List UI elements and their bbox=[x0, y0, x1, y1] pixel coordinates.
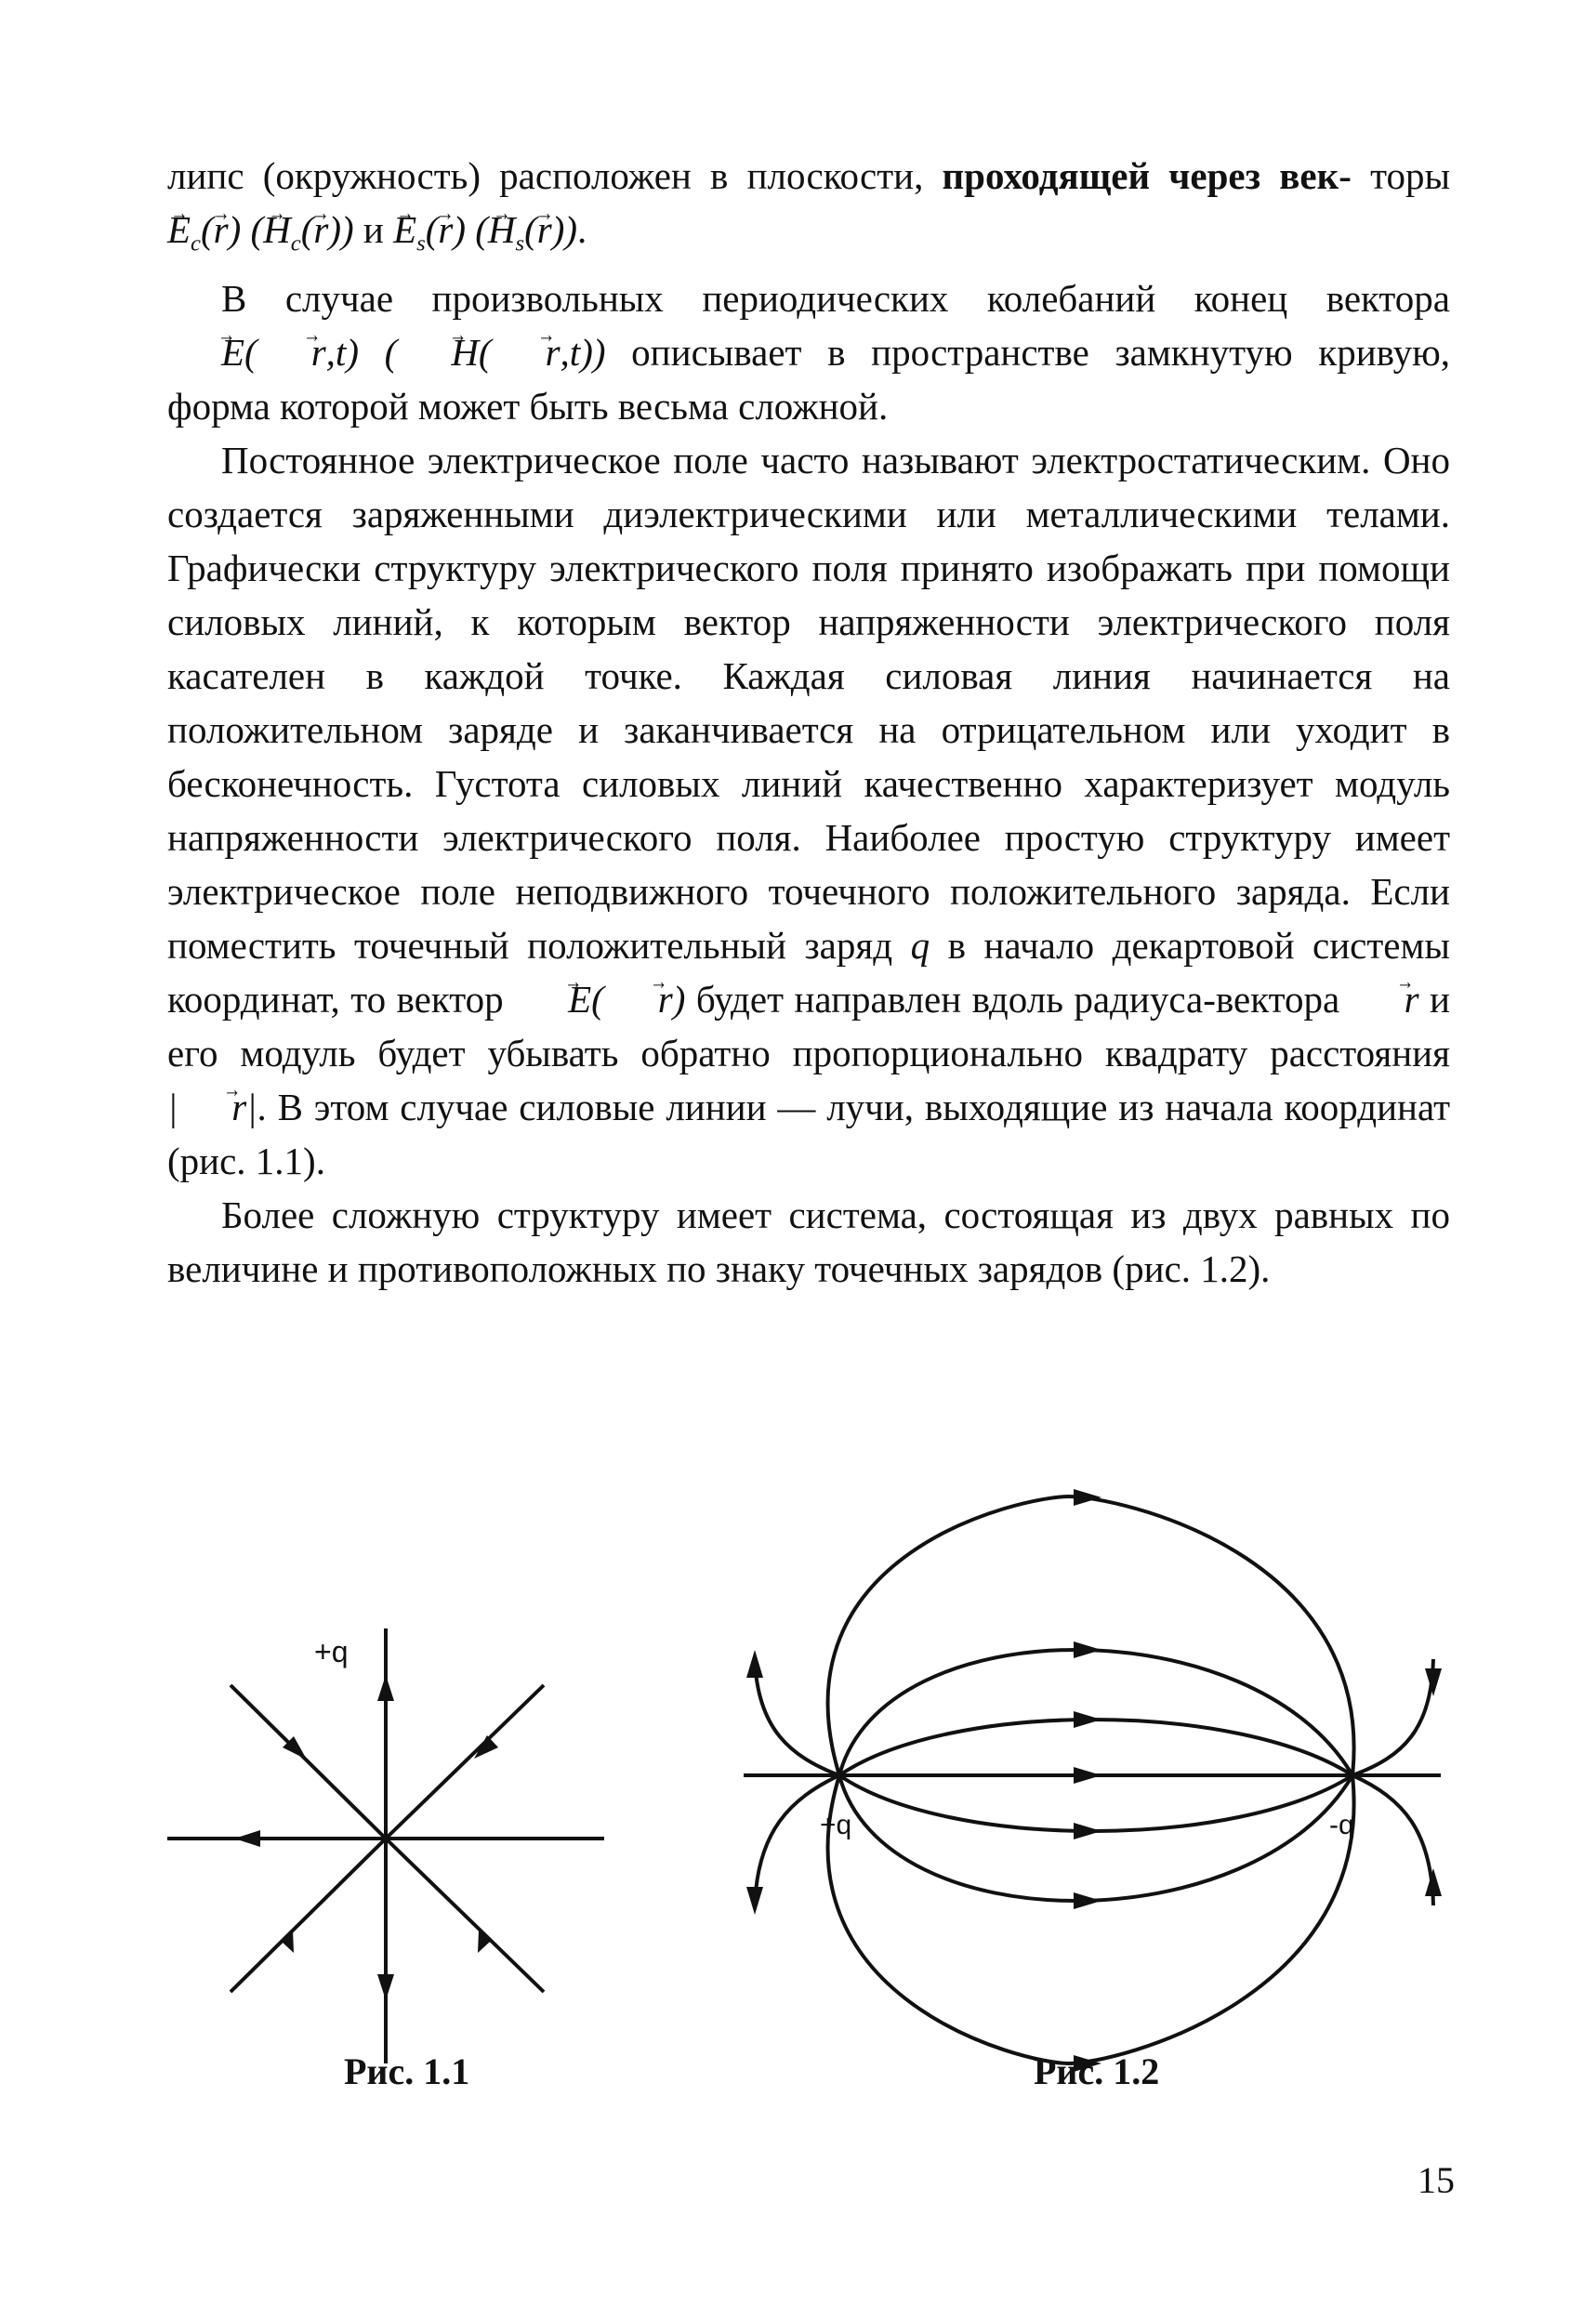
outer-lower-line bbox=[828, 1775, 1354, 2063]
paragraph-continuation: липс (окружность) расположен в плоскости, проходящей через век- торы → $E_c(\to r)$ (→ $H_c(\to r)$) $и \to E_s(\to r)$ (→ $H_s(\to r)$). bbox=[167, 149, 1450, 271]
incoming-lower-right bbox=[1352, 1775, 1433, 1905]
dipole-diagram bbox=[734, 1478, 1478, 2129]
arrow-inner-upper bbox=[1074, 1711, 1101, 1728]
page-number: 15 bbox=[1418, 2159, 1455, 2201]
point-charge-diagram bbox=[158, 1599, 641, 2101]
paragraph-periodic: В случае произвольных периодических колебаний конец вектора → E(→ r,t) (→ H(→ r,t)) описывает в пространстве замкнутую кривую, форма которой может быть весьма сложной. bbox=[167, 271, 1450, 433]
figure-point-charge bbox=[158, 1599, 641, 2101]
negative-charge-label: -q bbox=[1329, 1810, 1354, 1840]
arrow-inner-lower bbox=[1074, 1823, 1101, 1839]
arrow-escape-lower-left bbox=[746, 1887, 763, 1915]
arrow-incoming-upper-right bbox=[1425, 1668, 1442, 1696]
arrow-left bbox=[234, 1830, 260, 1847]
figure-1-caption: Рис. 1.1 bbox=[344, 2050, 470, 2092]
arrow-incoming-lower-right bbox=[1425, 1868, 1442, 1896]
arrow-axis bbox=[1074, 1767, 1101, 1784]
ray-upright bbox=[386, 1685, 544, 1839]
arrow-middle-upper bbox=[1074, 1641, 1101, 1658]
ray-downleft bbox=[231, 1839, 386, 1992]
ray-upleft bbox=[231, 1685, 386, 1839]
paragraph-dipole: Более сложную структуру имеет система, состоящая из двух равных по величине и противоположных по знаку точечных зарядов (рис. 1.2). bbox=[167, 1193, 1450, 1290]
arrow-up bbox=[377, 1675, 394, 1701]
incoming-upper-right bbox=[1352, 1659, 1433, 1775]
middle-lower-line bbox=[839, 1775, 1352, 1901]
inner-upper-line bbox=[839, 1720, 1352, 1775]
paragraph-electrostatic: Постоянное электрическое поле часто называют электростатическим. Оно создается заряженными диэлектрическими или металлическими телами. Графически структуру электрического поля принято изображать при помощи силовых линий, к которым вектор напряженности электрического поля касателен в каждой точке. Каждая силовая линия начинается на положительном заряде и заканчивается на отрицательном или уходит в бесконечность. Густота силовых линий качественно характеризует модуль напряженности электрического поля. Наиболее простую структуру имеет электрическое поле неподвижного точечного положительного заряда. Если поместить точечный положительный заряд q в начало декартовой системы координат, то вектор → E(→ r) будет направлен вдоль радиуса-вектора → r и его модуль будет убывать обратно пропорционально квадрату расстояния |→ r|. В этом случае силовые линии — лучи, выходящие из начала координат (рис. 1.1). bbox=[167, 433, 1450, 1188]
field-lines bbox=[744, 1496, 1441, 2063]
arrow-outer-upper bbox=[1074, 1489, 1101, 1506]
figure-dipole bbox=[734, 1478, 1478, 2129]
arrow-down bbox=[377, 1974, 394, 2000]
arrow-escape-upper-left bbox=[746, 1650, 763, 1678]
positive-charge-label: +q bbox=[820, 1810, 852, 1840]
charge-label: +q bbox=[314, 1635, 349, 1668]
body-text bbox=[167, 149, 1450, 1296]
inner-lower-line bbox=[839, 1775, 1352, 1831]
middle-upper-line bbox=[839, 1650, 1352, 1775]
outer-upper-line bbox=[828, 1496, 1354, 1775]
ray-downright bbox=[386, 1839, 544, 1992]
arrow-middle-lower bbox=[1074, 1892, 1101, 1909]
figure-2-caption: Рис. 1.2 bbox=[1034, 2050, 1160, 2092]
